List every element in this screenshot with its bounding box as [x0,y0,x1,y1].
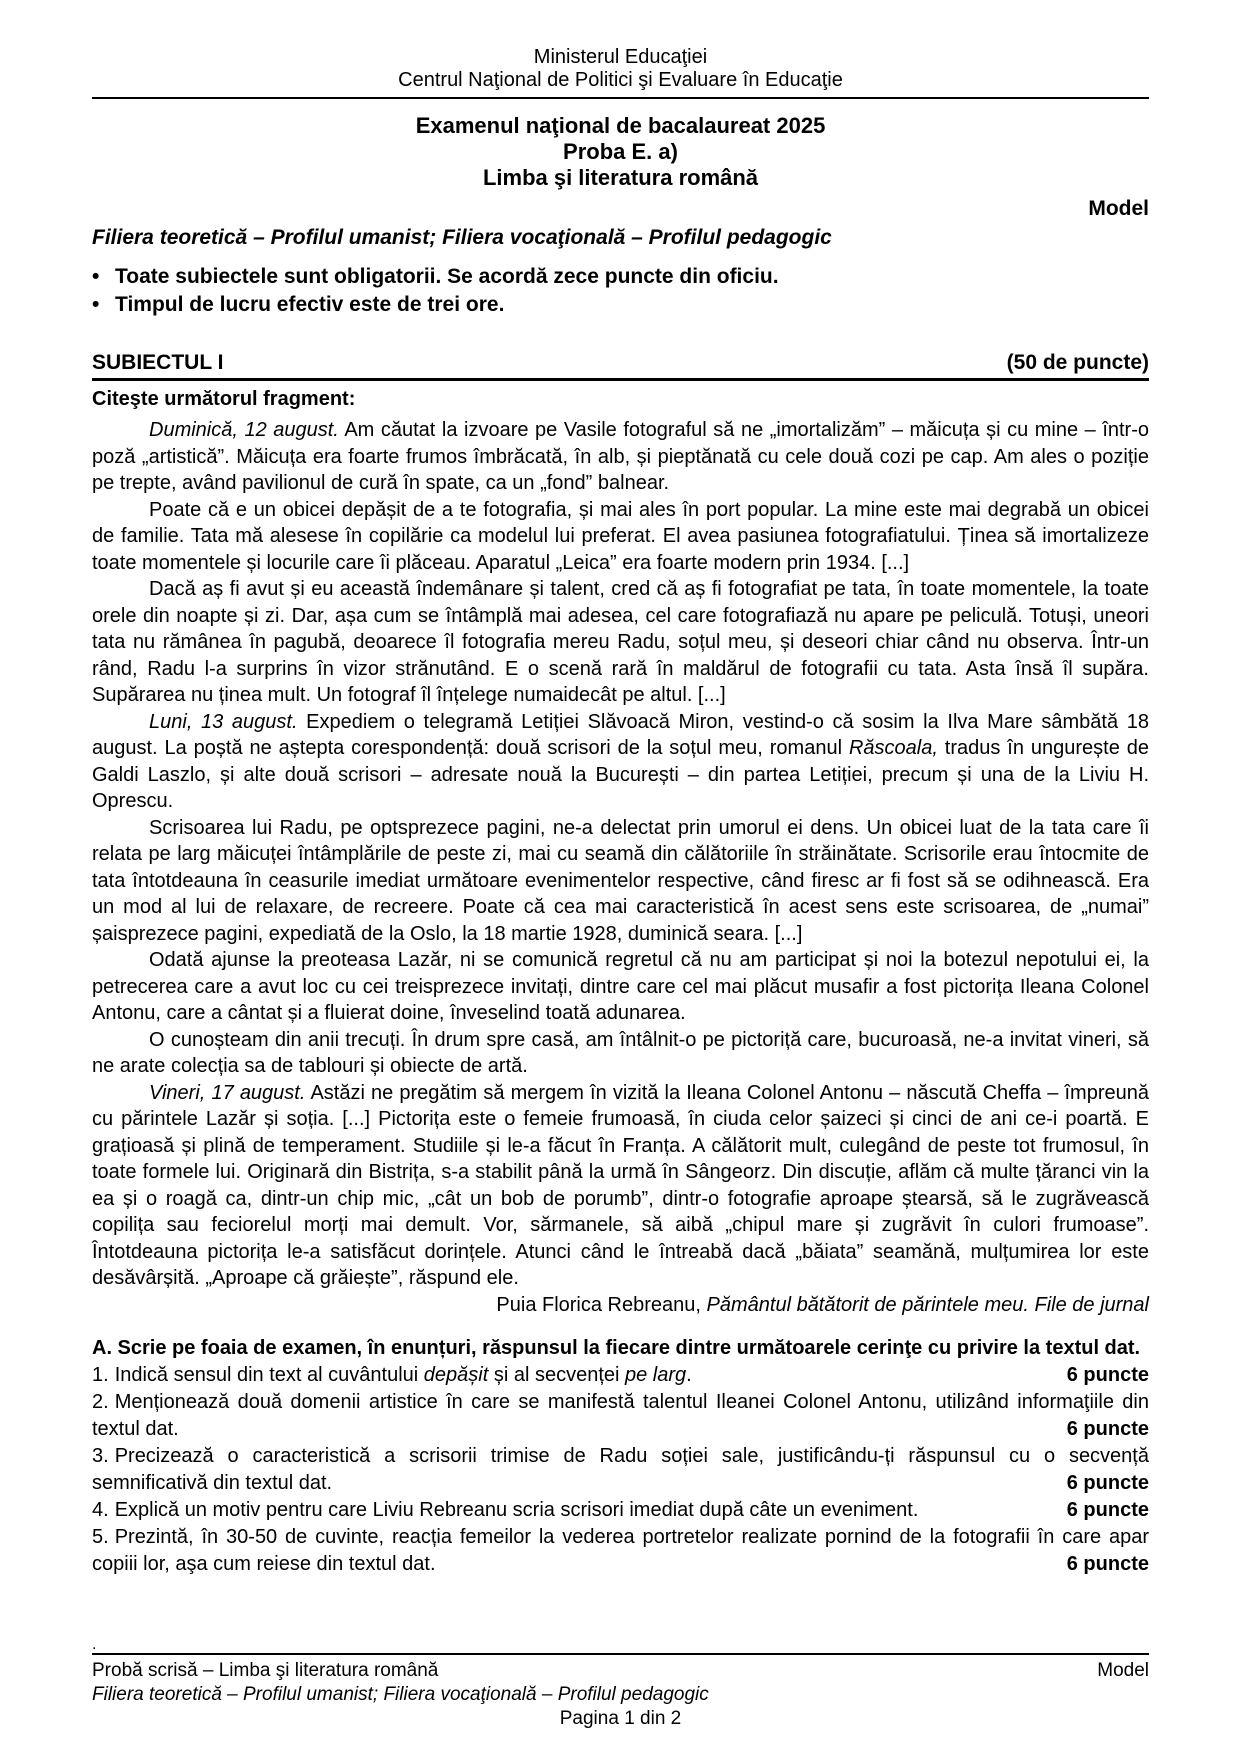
requirement-item [92,1443,1149,1497]
requirement-number: 3. [92,1445,109,1467]
exam-title: Examenul naţional de bacalaureat 2025 [415,113,826,138]
text-segment: Explică un motiv pentru care Liviu Rebreanu scria scrisori imediat după câte un eveniment. [114,1499,919,1521]
fragment-paragraph [92,709,1149,815]
instruction-bullet [92,263,1149,291]
text-segment: Prezintă, în 30-50 de cuvinte, reacția femeilor la vederea portretelor realizate pornind de la fotografii în care apar copiii lor, aşa cum reiese din textul dat. [92,1526,1149,1575]
attribution-line [92,1292,1149,1319]
requirement-item [92,1362,1149,1389]
requirement-item [92,1497,1149,1524]
subject-title: SUBIECTUL I [92,351,224,374]
general-instructions [92,263,1149,319]
italic-text-segment: Vineri, 17 august. [149,1081,306,1104]
requirement-number: 5. [92,1526,109,1548]
text-segment: Dacă aș fi avut și eu această îndemânare și talent, cred că aș fi fotografiat pe tata, în toate momentele, la toate orele din noapte și zi. Dar, așa cum se întâmplă mai adesea, cel care fotografiază nu apare pe peliculă. Totuși, uneori tata nu rămânea în pagubă, deoarece îl fotografia mereu Radu, soțul meu, și deseori chiar când nu observa. Într-un rând, Radu l-a surprins în vizor strănutând. E o scenă rară în maldărul de fotografii cu tata. Asta însă îl supăra. Supărarea nu ținea mult. Un fotograf îl înțelege numaidecât pe altul. [...] [92,578,1149,706]
text-segment: Poate că e un obicei depășit de a te fotografia, și mai ales în port popular. La mine este mai degrabă un obicei de familie. Tata mă alesese în copilărie ca modelul lui preferat. El avea pasiunea fotografiatului. Ținea să imortalizeze toate momentele și locurile care îi plăceau. Aparatul „Leica” era foarte modern prin 1934. [...] [92,498,1149,574]
exam-title-block [92,113,1149,191]
attribution-author: Puia Florica Rebreanu, [496,1293,707,1316]
footer-left: Probă scrisă – Limba şi literatura română [92,1660,439,1681]
center-name: Centrul Naţional de Politici şi Evaluare în Educaţie [398,69,843,91]
fragment-paragraph [92,815,1149,948]
requirement-item [92,1389,1149,1443]
fragment-paragraphs [92,417,1149,1292]
text-segment: Menționează două domenii artistice în care se manifestă talentul Ileanei Colonel Antonu, utilizând informaţiile din textul dat. [92,1391,1149,1440]
bullet-icon: • [92,293,100,316]
requirement-item [92,1524,1149,1578]
text-segment: tradus în ungurește de Galdi Laszlo, și alte două scrisori – adresate nouă la București – din partea Letiției, precum și una de la Liviu H. Oprescu. [92,737,1149,812]
instruction-text: Timpul de lucru efectiv este de trei ore. [115,293,505,316]
fragment-paragraph [92,576,1149,709]
fragment-paragraph [92,417,1149,497]
instruction-bullet [92,291,1149,319]
text-segment: . [686,1364,692,1386]
instruction-text: Toate subiectele sunt obligatorii. Se acordă zece puncte din oficiu. [115,265,779,288]
italic-text-segment: depășit [423,1364,489,1386]
header-rule [92,97,1149,99]
footer-row [92,1659,1149,1683]
text-segment: și al secvenței [488,1364,625,1386]
text-segment: Expediem o telegramă Letiției Slăvoacă Miron, vestind-o că sosim la Ilva Mare sâmbătă 18 august. La poștă ne aștepta corespondență: două scrisori de la soțul meu, romanul [92,710,1149,759]
points-badge: 6 puncte [1066,1499,1149,1521]
text-segment: Am căutat la izvoare pe Vasile fotograful să ne „imortalizăm” – măicuța și cu mine – într-o poză „artistică”. Măicuța era foarte frumos îmbrăcată, în alb, și pieptănată cu cele două cozi pe cap. Am ales o poziție pe trepte, având pavilionul de cură în spate, ca un „fond” balnear. [92,419,1149,494]
fragment-paragraph [92,947,1149,1027]
points-badge: 6 puncte [1066,1418,1149,1440]
footer-rule [92,1653,1149,1655]
bullet-icon: • [92,265,100,288]
section-a-heading: A. Scrie pe foaia de examen, în enunțuri, răspunsul la fiecare dintre următoarele cerinţe cu privire la textul dat. [92,1337,1141,1359]
fragment-paragraph [92,1027,1149,1080]
fragment-paragraph [92,497,1149,577]
text-segment: Indică sensul din text al cuvântului [114,1364,424,1386]
points-badge: 6 puncte [1066,1472,1149,1494]
points-badge: 6 puncte [1066,1364,1149,1386]
footer-model: Model [1097,1660,1149,1681]
text-segment: O cunoșteam din anii trecuți. În drum spre casă, am întâlnit-o pe pictoriță care, bucuroasă, ne-a invitat vineri, să ne arate colecția sa de tablouri și obiecte de artă. [92,1028,1149,1077]
points-badge: 6 puncte [1066,1553,1149,1575]
text-segment: Odată ajunse la preoteasa Lazăr, ni se comunică regretul că nu am participat și noi la botezul nepotului ei, la petrecerea care a avut loc cu cei treisprezece invitați, dintre care cel mai plăcut musafir a fost pictorița Ileana Colonel Antonu, care a cântat și a fluierat doine, înveselind toată adunarea. [92,949,1149,1024]
filiera-line: Filiera teoretică – Profilul umanist; Filiera vocaţională – Profilul pedagogic [92,226,832,249]
footer-dot: . [92,1636,97,1653]
attribution-work: Pământul bătătorit de părintele meu. File de jurnal [706,1293,1149,1316]
footer-filiera: Filiera teoretică – Profilul umanist; Filiera vocaţională – Profilul pedagogic [92,1684,709,1705]
requirement-number: 2. [92,1391,109,1413]
model-label: Model [1088,197,1149,220]
fragment-paragraph [92,1080,1149,1292]
text-segment: Astăzi ne pregătim să mergem în vizită la Ileana Colonel Antonu – născută Cheffa – împreună cu părintele Lazăr și soția. [...] Pictorița este o femeie frumoasă, în ciuda celor șaizeci și cinci de ani ce-i poartă. E grațioasă și plină de temperament. Studiile și le-a făcut în Franța. A călătorit mult, culegând de peste tot frumosul, în toate formele lui. Originară din Bistrița, s-a stabilit până la urmă în Sângeorz. Din discuție, aflăm că multe țăranci vin la ea și o roagă ca, dintr-un chip mic, „cât un bob de porumb”, dintr-o fotografie aproape ștearsă, să le zugrăvească copilița sau feciorelul morți mai demult. Vor, sărmanele, să aibă „chipul mare și zugrăvit în culori frumoase”. Întotdeauna pictorița le-a satisfăcut dorințele. Atunci când le întreabă dacă „băiata” seamănă, mulțumirea lor este desăvârșită. „Aproape că grăiește”, răspund ele. [92,1081,1149,1289]
page-number: Pagina 1 din 2 [559,1708,682,1729]
exam-proba: Proba E. a) [563,139,678,164]
page-footer [0,1636,1241,1731]
ministry-name: Ministerul Educaţiei [533,46,708,68]
italic-text-segment: pe larg [625,1364,687,1386]
italic-text-segment: Răscoala, [848,737,938,759]
requirements-list [92,1362,1149,1578]
text-segment: Scrisoarea lui Radu, pe optsprezece pagini, ne-a delectat prin umorul ei dens. Un obicei luat de la tata care îi relata pe larg măicuței întâmplările de peste zi, mai cu seamă din călătoriile în străinătate. Scrisorile erau întocmite de tata întotdeauna în ceasurile imediat următoare evenimentelor respective, când firesc ar fi fost să se odihnească. Era un mod al lui de relaxare, de recreere. Poate că cea mai caracteristică în acest sens este scrisoarea, de „numai” șaisprezece pagini, expediată de la Oslo, la 18 martie 1928, duminică seara. [...] [92,816,1149,945]
document-header [92,46,1149,92]
exam-subject: Limba şi literatura română [482,165,759,190]
read-instruction: Citeşte următorul fragment: [92,388,356,410]
requirement-number: 4. [92,1499,109,1521]
italic-text-segment: Duminică, 12 august. [149,419,339,441]
subject-points: (50 de puncte) [1006,351,1149,374]
subject-heading-row [92,351,1149,381]
text-segment: Precizează o caracteristică a scrisorii trimise de Radu soției sale, justificându-ți răspunsul cu o secvență semnificativă din textul dat. [92,1445,1149,1494]
requirement-number: 1. [92,1364,109,1386]
italic-text-segment: Luni, 13 august. [149,710,298,733]
